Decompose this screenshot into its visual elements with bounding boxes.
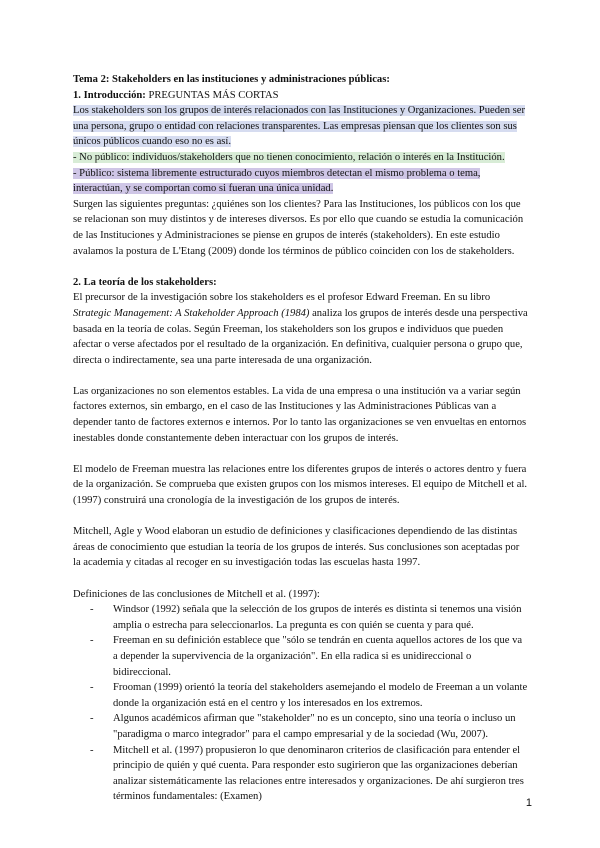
- spacer: [73, 259, 529, 275]
- section-heading-number: 1. Introducción:: [73, 89, 146, 101]
- highlight-green-text: - No público: individuos/stakeholders que no tienen conocimiento, relación o interés en la Institución.: [73, 151, 505, 163]
- paragraph-modelo-freeman: El modelo de Freeman muestra las relaciones entre los diferentes grupos de interés o actores dentro y fuera de la organización. Se comprueba que existen grupos con los mismos intereses. El equipo de Mitchell et al. (1997) construirá una cronología de la investigación de los grupos de interés.: [73, 463, 528, 507]
- list-item: [73, 680, 529, 711]
- list-item-text: Windsor (1992) señala que la selección de los grupos de interés es distinta si tenemos una visión amplia o estrecha para seleccionarlos. La pregunta es con quién se cuenta y para qué.: [113, 604, 522, 631]
- dash-bullet: -: [90, 682, 94, 694]
- highlighted-definition-publico: [73, 166, 529, 197]
- spacer: [73, 446, 529, 462]
- section-heading-teoria: 2. La teoría de los stakeholders:: [73, 276, 217, 288]
- dash-bullet: -: [90, 604, 94, 616]
- spacer: [73, 509, 529, 525]
- highlight-purple-text: - Público: sistema libremente estructurado cuyos miembros detectan el mismo problema o tema, interactúan, y se comportan como si fueran una única unidad.: [73, 167, 481, 195]
- paragraph-preguntas: Surgen las siguientes preguntas: ¿quiénes son los clientes? Para las Instituciones, los públicos con los que se relacionan son muy distintos y de intereses diversos. Es por ello que cuando se estudia la comunicación de las Instituciones y Administraciones se piense en grupos de interés (stakeholders). En este estudio avalamos la postura de L'Etang (2009) donde los términos de público coinciden con los de stakeholders.: [73, 198, 524, 257]
- paragraph-freeman-end: analiza los grupos de interés desde una perspectiva basada en la teoría de colas. Según Freeman, los stakeholders son los grupos e individuos que pueden afectar o verse afectados por el resultado de la organización. En definitiva, cualquier persona o grupo que, directa o indirectamente, sea una parte interesada de una organización.: [73, 307, 528, 366]
- highlight-blue-text: Los stakeholders son los grupos de interés relacionados con las Instituciones y Organizaciones. Pueden ser una persona, grupo o entidad con relaciones transparentes. Las empresas piensan que los clientes son sus únicos públicos cuando eso no es así.: [73, 105, 525, 148]
- dash-bullet: -: [90, 713, 94, 725]
- list-item: [73, 743, 529, 805]
- paragraph-freeman-start: El precursor de la investigación sobre los stakeholders es el profesor Edward Freeman. En su libro: [73, 292, 491, 304]
- section-heading-introduccion: [73, 88, 529, 104]
- list-item-text: Frooman (1999) orientó la teoría del stakeholders asemejando el modelo de Freeman a un volante donde la organización está en el centro y los interesados en los extremos.: [113, 682, 528, 709]
- paragraph-organizaciones: Las organizaciones no son elementos estables. La vida de una empresa o una institución va a variar según factores externos, sin embargo, en el caso de las Instituciones y las Administraciones Públicas van a depender tanto de factores externos e internos. Por lo tanto las organizaciones se ven envueltas en entornos inestables donde constantemente deben interactuar con los grupos de interés.: [73, 385, 527, 444]
- dash-bullet: -: [90, 744, 94, 756]
- list-item-text: Mitchell et al. (1997) propusieron lo que denominaron criterios de clasificación para entender el principio de quién y qué cuenta. Para responder esto sugirieron que las organizaciones deberían analizar sistemáticamente las relaciones entre interesados y organizaciones. De ahí surgieron tres términos fundamentales: (Examen): [113, 744, 524, 803]
- page-title: Tema 2: Stakeholders en las instituciones y administraciones públicas:: [73, 74, 390, 85]
- page-number: 1: [525, 797, 532, 809]
- list-item-text: Algunos académicos afirman que "stakeholder" no es un concepto, sino una teoría o incluso un "paradigma o marco integrador" para el campo empresarial y de la sociedad (Wu, 2007).: [113, 713, 516, 740]
- highlighted-definition-no-publico: [73, 150, 529, 166]
- list-item: [73, 633, 529, 680]
- paragraph-freeman: [73, 290, 529, 368]
- highlighted-definition-stakeholders: [73, 103, 529, 150]
- page-content: [73, 72, 529, 805]
- spacer: [73, 368, 529, 384]
- list-item: [73, 602, 529, 633]
- section-heading-note: PREGUNTAS MÁS CORTAS: [145, 89, 279, 101]
- book-title: Strategic Management: A Stakeholder Approach (1984): [73, 307, 310, 319]
- list-item: [73, 711, 529, 742]
- paragraph-mitchell-agle-wood: Mitchell, Agle y Wood elaboran un estudio de definiciones y clasificaciones dependiendo de las distintas áreas de conocimiento que estudian la teoría de los grupos de interés. Sus conclusiones son aceptadas por la academia y citadas al recoger en su investigación todas las escuelas hasta 1997.: [73, 526, 520, 569]
- spacer: [73, 571, 529, 587]
- dash-bullet: -: [90, 635, 94, 647]
- paragraph-definiciones-intro: Definiciones de las conclusiones de Mitchell et al. (1997):: [73, 588, 320, 600]
- definitions-list: [73, 602, 529, 805]
- list-item-text: Freeman en su definición establece que "sólo se tendrán en cuenta aquellos actores de los que va a depender la supervivencia de la organización". En ella radica si es unidireccional o bidireccional.: [113, 635, 523, 678]
